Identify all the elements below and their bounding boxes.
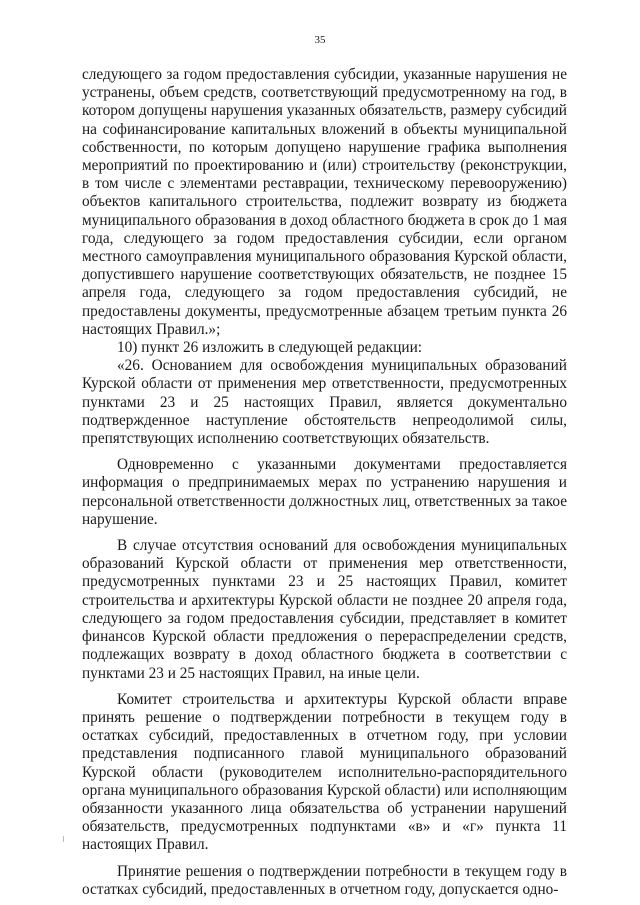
paragraph-decision-acceptance: Принятие решения о подтверждении потребности в текущем году в остатках субсидий, предоставленных в отчетном году, допускается одно-	[82, 862, 567, 898]
paragraph-committee-decision: Комитет строительства и архитектуры Курской области вправе принять решение о подтверждении потребности в текущем году в остатках субсидий, предоставленных в отчетном году, при условии представления подписанного главой муниципального образований Курской области (руководителем исполнительно-распорядительного органа муниципального образования Курской области) или исполняющим обязанности указанного лица обязательства об устранении нарушений обязательств, предусмотренных подпунктами «в» и «г» пункта 11 настоящих Правил.	[82, 690, 567, 854]
scan-artifact-mark	[63, 836, 64, 842]
document-body	[82, 66, 567, 899]
paragraph-continuation: следующего за годом предоставления субсидии, указанные нарушения не устранены, объем средств, соответствующий предусмотренному на год, в котором допущены нарушения указанных обязательств, размеру субсидий на софинансирование капитальных вложений в объекты муниципальной собственности, по которым допущено нарушение графика выполнения мероприятий по проектированию и (или) строительству (реконструкции, в том числе с элементами реставрации, техническому перевооружению) объектов капитального строительства, подлежит возврату из бюджета муниципального образования в доход областного бюджета в срок до 1 мая года, следующего за годом предоставления субсидии, если органом местного самоуправления муниципального образования Курской области, допустившего нарушение соответствующих обязательств, не позднее 15 апреля года, следующего за годом предоставления субсидий, не предоставлены документы, предусмотренные абзацем третьим пункта 26 настоящих Правил.»;	[82, 66, 568, 338]
page-number: 35	[314, 34, 326, 46]
paragraph-clause-26: «26. Основанием для освобождения муниципальных образований Курской области от применения мер ответственности, предусмотренных пунктами 23 и 25 настоящих Правил, является документально подтвержденное наступление обстоятельств непреодолимой силы, препятствующих исполнению соответствующих обязательств.	[82, 357, 567, 448]
paragraph-absence-of-grounds: В случае отсутствия оснований для освобождения муниципальных образований Курской области от применения мер ответственности, предусмотренных пунктами 23 и 25 настоящих Правил, комитет строительства и архитектуры Курской области не позднее 20 апреля года, следующего за годом предоставления субсидии, представляет в комитет финансов Курской области предложения о перераспределении средств, подлежащих возврату в доход областного бюджета в соответствии с пунктами 23 и 25 настоящих Правил, на иные цели.	[82, 537, 567, 682]
paragraph-simultaneously: Одновременно с указанными документами предоставляется информация о предпринимаемых мерах по устранению нарушения и персональной ответственности должностных лиц, ответственных за такое нарушение.	[82, 456, 567, 528]
paragraph-amendment-item: 10) пункт 26 изложить в следующей редакции:	[117, 339, 423, 357]
